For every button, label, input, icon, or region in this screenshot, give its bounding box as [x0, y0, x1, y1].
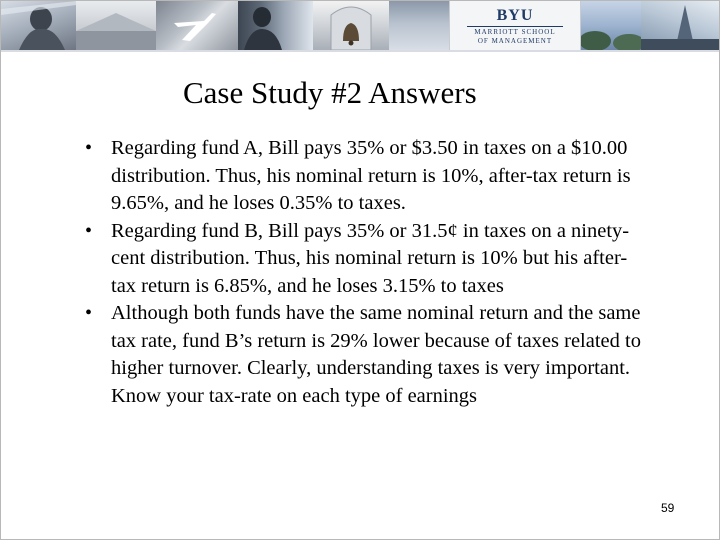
bullet-text: Although both funds have the same nominal return and the same tax rate, fund B’s return is 29% lower because of taxes related to higher turnover. Clearly, understanding taxes is very important. Know your tax-rate on each type of earnings [111, 302, 641, 407]
bullet-item [81, 218, 651, 301]
banner-photo-statue [1, 1, 76, 50]
bullet-dot-icon: • [85, 137, 93, 159]
person-icon [238, 1, 313, 50]
bullet-dot-icon: • [85, 302, 93, 324]
byu-logo-subtitle-2: OF MANAGEMENT [477, 37, 553, 45]
byu-logo-title: BYU [496, 7, 534, 24]
byu-logo [449, 1, 581, 50]
bell-icon [313, 1, 389, 50]
slide-title: Case Study #2 Answers [183, 75, 477, 110]
banner-photo-campus [581, 1, 641, 50]
banner-photo-y-logo [156, 1, 238, 50]
trees-icon [581, 1, 641, 50]
bullet-list [81, 135, 651, 410]
banner-photo-bell-tower [313, 1, 389, 50]
byu-logo-subtitle-1: MARRIOTT SCHOOL [474, 28, 556, 36]
banner-photo-person [238, 1, 313, 50]
page-number: 59 [661, 501, 675, 515]
bullet-item [81, 135, 651, 218]
banner-photo-building [76, 1, 156, 50]
header-banner [1, 1, 719, 50]
banner-photo-sky [389, 1, 449, 50]
building-icon [76, 1, 156, 50]
bullet-dot-icon: • [85, 219, 93, 242]
tower-icon [641, 1, 719, 50]
bullet-item [81, 300, 651, 410]
header-divider [1, 50, 719, 52]
statue-icon [1, 1, 76, 50]
logo-divider [467, 26, 563, 27]
bullet-text: Regarding fund A, Bill pays 35% or $3.50 in taxes on a $10.00 distribution. Thus, his nominal return is 10%, after-tax return is 9.65%, and he loses 0.35% to taxes. [111, 137, 631, 214]
y-logo-icon [156, 1, 238, 50]
banner-photo-tower [641, 1, 719, 50]
bullet-text: Regarding fund B, Bill pays 35% or 31.5¢ in taxes on a ninety-cent distribution. Thus, his nominal return is 10% but his after-tax return is 6.85%, and he loses 3.15% to taxes [111, 219, 630, 297]
